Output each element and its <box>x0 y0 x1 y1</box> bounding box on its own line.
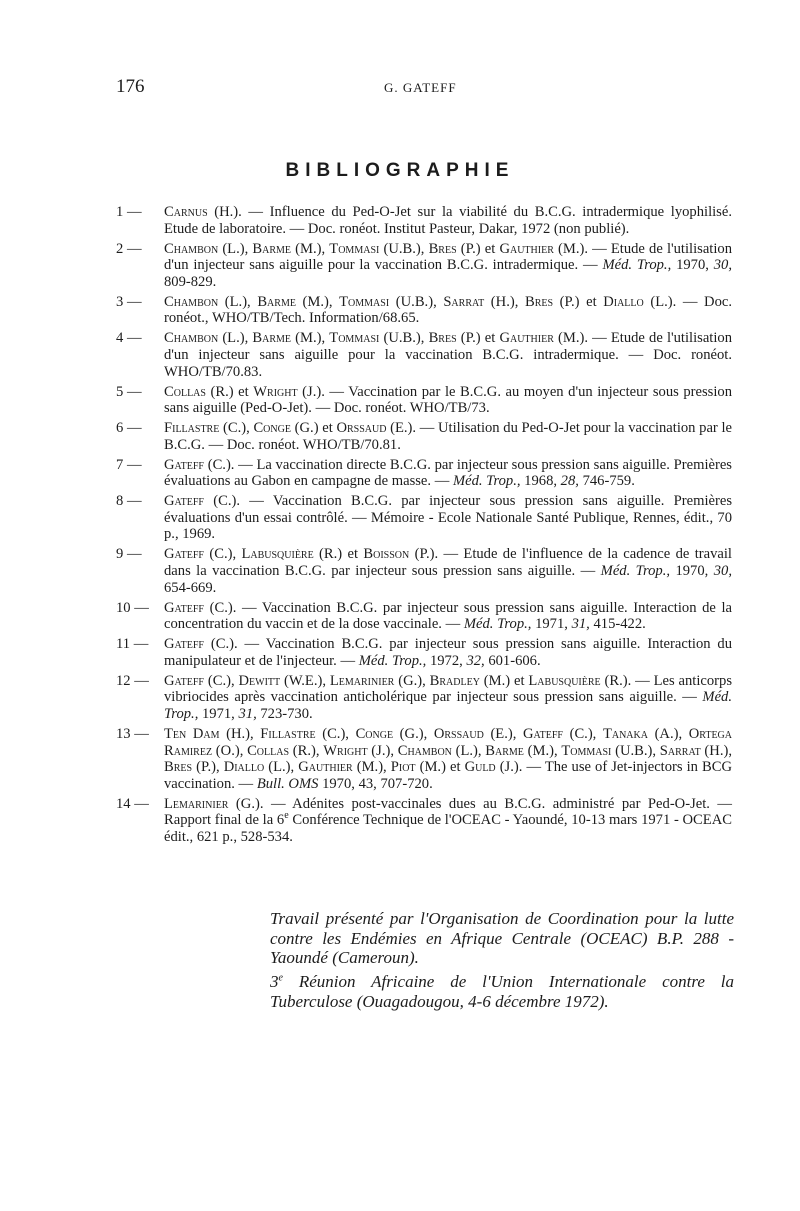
reference-text <box>164 546 732 596</box>
reference-text <box>164 294 732 327</box>
author-name: Lemarinier <box>164 795 229 812</box>
reference-item <box>116 420 732 453</box>
reference-segment: (H.). — Influence du Ped-O-Jet sur la viabilité du B.C.G. intradermique lyophilisé. Etude de laboratoire. — Doc. ronéot. Institut Pasteur, Dakar, 1972 (non publié). <box>164 204 732 237</box>
author-name: Sarrat <box>659 742 701 759</box>
reference-segment: (L.), <box>451 742 486 759</box>
reference-segment: 654-669. <box>164 579 217 596</box>
reference-item <box>116 204 732 237</box>
reference-segment: (M.), <box>291 330 330 347</box>
author-name: Conge <box>355 725 394 742</box>
page-number: 176 <box>116 76 145 97</box>
reference-dash: — <box>123 546 146 563</box>
reference-segment: (H.), <box>700 742 732 759</box>
author-name: Dewitt <box>238 672 281 689</box>
reference-number: 5 — <box>116 383 146 400</box>
reference-segment: 746-759. <box>578 473 635 490</box>
reference-text <box>164 420 732 453</box>
author-name: Barme <box>252 240 292 257</box>
reference-segment: (M.), <box>523 742 562 759</box>
reference-text <box>164 241 732 291</box>
reference-segment: (C.), <box>562 725 603 742</box>
reference-segment: (C.), <box>219 420 254 437</box>
journal-title: Méd. Trop., <box>452 473 521 490</box>
reference-item <box>116 330 732 380</box>
author-name: Collas <box>164 383 206 400</box>
reference-segment: (P.). — Etude de l'influence de la cadence de travail dans la vaccination B.C.G. par injecteur sous pression sans aiguille. — <box>164 546 732 579</box>
reference-text <box>164 330 732 380</box>
reference-segment: (R.) et <box>313 546 364 563</box>
reference-item <box>116 600 732 633</box>
reference-segment: (L.), <box>264 759 299 776</box>
reference-segment: (J.), <box>367 742 398 759</box>
reference-segment: (C.), <box>204 672 239 689</box>
reference-segment: (H.), <box>219 725 261 742</box>
author-name: Gateff <box>164 546 204 563</box>
reference-dash: — <box>123 330 146 347</box>
reference-segment: (P.) et <box>553 293 604 310</box>
author-name: Chambon <box>164 240 219 257</box>
reference-dash: — <box>130 725 153 742</box>
reference-segment: 415-422. <box>589 616 646 633</box>
reference-segment: 1970, 43, 707-720. <box>318 775 433 792</box>
reference-list <box>116 204 732 849</box>
journal-title: Bull. OMS <box>256 775 319 792</box>
reference-segment: 1972, <box>426 652 467 669</box>
author-name: Sarrat <box>443 293 485 310</box>
author-name: Chambon <box>164 293 219 310</box>
author-name: Orssaud <box>433 725 484 742</box>
reference-text <box>164 204 732 237</box>
author-name: Bres <box>524 293 554 310</box>
reference-segment: (G.) et <box>290 420 337 437</box>
reference-number: 9 — <box>116 546 146 563</box>
reference-dash: — <box>123 383 146 400</box>
reference-item <box>116 726 732 792</box>
reference-item <box>116 493 732 543</box>
author-name: Collas <box>247 742 290 759</box>
reference-number: 2 — <box>116 240 146 257</box>
reference-segment: (P.) et <box>456 330 500 347</box>
journal-title: 31, <box>571 616 590 633</box>
author-name: Gateff <box>522 725 563 742</box>
reference-item <box>116 457 732 490</box>
reference-segment: (M.). — Etude de l'utilisation d'un injecteur sans aiguille pour la vaccination B.C.G. intradermique. — Doc. ronéot. WHO/TB/70.83. <box>164 330 733 380</box>
footnote-ordinal-suffix: e <box>278 972 283 984</box>
reference-segment: (M.), <box>295 293 340 310</box>
author-name: Gateff <box>164 456 204 473</box>
reference-dash: — <box>123 293 146 310</box>
reference-segment: 723-730. <box>256 705 313 722</box>
author-name: Wright <box>253 383 298 400</box>
reference-segment: (L.), <box>218 330 253 347</box>
journal-title: Méd. Trop., <box>164 689 732 722</box>
reference-segment: (R.) et <box>205 383 254 400</box>
author-name: Bres <box>428 240 457 257</box>
reference-text <box>164 384 732 417</box>
author-name: Bres <box>164 759 193 776</box>
reference-segment: (W.E.), <box>280 672 330 689</box>
reference-dash: — <box>123 456 146 473</box>
reference-segment: (J.). — The use of Jet-injectors in BCG vaccination. — <box>164 759 733 792</box>
reference-segment: (C.). — Vaccination B.C.G. par injecteur sous pression sans aiguille. Interaction de la concentration du vaccin et de la dose vaccinale. — <box>164 599 732 633</box>
reference-dash: — <box>123 204 146 220</box>
reference-segment: (U.B.), <box>379 240 429 257</box>
reference-item <box>116 546 732 596</box>
journal-title: 31, <box>238 705 257 722</box>
author-name: Ten Dam <box>164 725 220 742</box>
author-name: Bradley <box>429 672 480 689</box>
author-name: Chambon <box>164 330 219 347</box>
reference-segment: Conférence Technique de l'OCEAC - Yaoundé, 10-13 mars 1971 - OCEAC édit., 621 p., 528-534. <box>164 812 732 845</box>
reference-text <box>164 600 732 633</box>
reference-number: 6 — <box>116 420 146 437</box>
reference-segment: 1970, <box>671 257 714 274</box>
reference-segment: (C.). — Vaccination B.C.G. par injecteur sous pression sans aiguille. Premières évaluations d'un essai contrôlé. — Mémoire - Ecole Nationale Santé Publique, Rennes, édit., 70 p., 1969. <box>164 493 732 543</box>
author-name: Diallo <box>223 759 265 776</box>
reference-segment: (M.) et <box>415 759 465 776</box>
reference-segment: e <box>284 810 289 822</box>
reference-number: 13 — <box>116 725 153 742</box>
journal-title: 30, <box>713 563 732 579</box>
author-name: Gauthier <box>499 240 554 257</box>
author-name: Gateff <box>164 599 204 616</box>
reference-segment: 809-829. <box>164 273 217 290</box>
reference-number: 1 — <box>116 204 146 220</box>
reference-text <box>164 493 732 543</box>
reference-segment: (M.). — Etude de l'utilisation d'un injecteur sans aiguille pour la vaccination B.C.G. intradermique. — <box>164 240 733 274</box>
author-name: Barme <box>257 293 296 310</box>
author-name: Tommasi <box>329 240 380 257</box>
author-name: Tommasi <box>339 293 390 310</box>
author-name: Guld <box>464 759 496 776</box>
reference-segment: (L.), <box>218 240 253 257</box>
reference-dash: — <box>130 795 153 812</box>
reference-segment: (C.). — La vaccination directe B.C.G. par injecteur sous pression sans aiguille. Premières évaluations au Gabon en campagne de masse. — <box>164 456 732 490</box>
reference-dash: — <box>130 636 152 653</box>
author-name: Diallo <box>603 293 644 310</box>
reference-segment: (U.B.), <box>379 330 429 347</box>
bibliography-heading: BIBLIOGRAPHIE <box>285 160 515 181</box>
author-name: Labusquière <box>528 672 601 689</box>
reference-segment: (G.), <box>394 672 430 689</box>
reference-number: 4 — <box>116 330 146 347</box>
author-name: Boisson <box>363 546 410 563</box>
reference-item <box>116 796 732 846</box>
author-name: Wright <box>323 742 368 759</box>
author-name: Barme <box>485 742 524 759</box>
author-name: Gauthier <box>499 330 554 347</box>
reference-segment: (C.). — Vaccination B.C.G. par injecteur sous pression sans aiguille. Interaction du manipulateur et de l'injecteur. — <box>164 636 732 669</box>
reference-dash: — <box>130 672 153 689</box>
reference-number: 11 — <box>116 636 152 653</box>
reference-segment: (U.B.), <box>611 742 660 759</box>
journal-title: 32, <box>466 652 485 669</box>
reference-segment: (E.). — Utilisation du Ped-O-Jet pour la vaccination par le B.C.G. — Doc. ronéot. WHO/TB/70.81. <box>164 420 732 453</box>
footnote-presentation: Travail présenté par l'Organisation de Coordination pour la lutte contre les Endémies en Afrique Centrale (OCEAC) B.P. 288 - Yaoundé (Cameroun). <box>270 909 734 967</box>
reference-segment: (L.), <box>218 293 258 310</box>
author-name: Gateff <box>164 672 204 689</box>
footnote-meeting <box>270 972 734 1011</box>
reference-segment: 1968, <box>520 473 561 490</box>
reference-item <box>116 384 732 417</box>
journal-title: Méd. Trop., <box>358 652 427 669</box>
reference-text <box>164 457 732 490</box>
footnote-meeting-text: Réunion Africaine de l'Union Internationale contre la Tuberculose (Ouagadougou, 4-6 décembre 1972). <box>270 972 734 1011</box>
author-name: Tommasi <box>329 330 380 347</box>
reference-text <box>164 636 732 669</box>
reference-segment: (J.). — Vaccination par le B.C.G. au moyen d'un injecteur sous pression sans aiguille (Ped-O-Jet). — Doc. ronéot. WHO/TB/73. <box>164 383 732 417</box>
reference-segment: (M.) et <box>479 672 529 689</box>
author-name: Tanaka <box>602 725 648 742</box>
reference-segment: 1971, <box>198 705 239 722</box>
author-name: Ortega Ramirez <box>164 725 733 759</box>
reference-item <box>116 294 732 327</box>
reference-segment: (C.), <box>204 546 242 563</box>
journal-title: Méd. Trop., <box>602 257 672 274</box>
author-name: Gauthier <box>298 759 353 776</box>
journal-title: 28, <box>560 473 579 490</box>
reference-number: 10 — <box>116 599 153 616</box>
reference-segment: (M.), <box>291 240 330 257</box>
reference-segment: (A.), <box>647 725 689 742</box>
reference-segment: 1970, <box>670 563 714 579</box>
reference-item <box>116 673 732 723</box>
reference-segment: 1971, <box>531 616 572 633</box>
author-name: Carnus <box>164 204 208 220</box>
author-name: Fillastre <box>164 420 220 437</box>
reference-segment: (P.), <box>192 759 224 776</box>
reference-number: 14 — <box>116 795 153 812</box>
journal-title: Méd. Trop., <box>600 563 671 579</box>
reference-item <box>116 241 732 291</box>
reference-segment: (M.), <box>352 759 391 776</box>
reference-segment: (U.B.), <box>389 293 444 310</box>
running-head: G. GATEFF <box>384 80 457 95</box>
reference-segment: (P.) et <box>456 240 500 257</box>
reference-segment: 601-606. <box>484 652 541 669</box>
footnote-ordinal: 3 <box>270 972 279 991</box>
reference-segment: (L.). — Doc. ronéot., WHO/TB/Tech. Information/68.65. <box>164 293 733 327</box>
journal-title: 30, <box>713 257 732 274</box>
reference-segment: (E.), <box>483 725 523 742</box>
journal-title: Méd. Trop., <box>463 616 532 633</box>
author-name: Bres <box>428 330 457 347</box>
reference-segment: (H.), <box>484 293 525 310</box>
author-name: Piot <box>390 759 416 776</box>
reference-number: 12 — <box>116 672 153 689</box>
author-name: Fillastre <box>260 725 316 742</box>
author-name: Orssaud <box>336 420 387 437</box>
reference-dash: — <box>130 599 153 616</box>
reference-number: 7 — <box>116 456 146 473</box>
author-name: Gateff <box>164 636 204 653</box>
author-name: Lemarinier <box>329 672 395 689</box>
reference-number: 8 — <box>116 493 146 510</box>
reference-segment: (C.), <box>315 725 356 742</box>
reference-text <box>164 673 732 723</box>
reference-segment: (G.). — Adénites post-vaccinales dues au B.C.G. administré par Ped-O-Jet. — Rapport final de la 6 <box>164 795 732 829</box>
reference-item <box>116 636 732 669</box>
reference-segment: (R.). — Les anticorps vibriocides après vaccination anticholérique par injecteur sous pression sans aiguille. — <box>164 672 732 706</box>
reference-text <box>164 726 732 792</box>
reference-text <box>164 796 732 846</box>
reference-segment: (O.), <box>212 742 248 759</box>
reference-segment: (R.), <box>289 742 324 759</box>
reference-dash: — <box>123 240 146 257</box>
reference-dash: — <box>123 493 146 510</box>
reference-number: 3 — <box>116 293 146 310</box>
author-name: Gateff <box>164 493 204 510</box>
author-name: Conge <box>253 420 291 437</box>
author-name: Barme <box>252 330 292 347</box>
author-name: Labusquière <box>241 546 314 563</box>
reference-dash: — <box>123 420 146 437</box>
author-name: Chambon <box>397 742 452 759</box>
reference-segment: (G.), <box>393 725 434 742</box>
author-name: Tommasi <box>561 742 612 759</box>
